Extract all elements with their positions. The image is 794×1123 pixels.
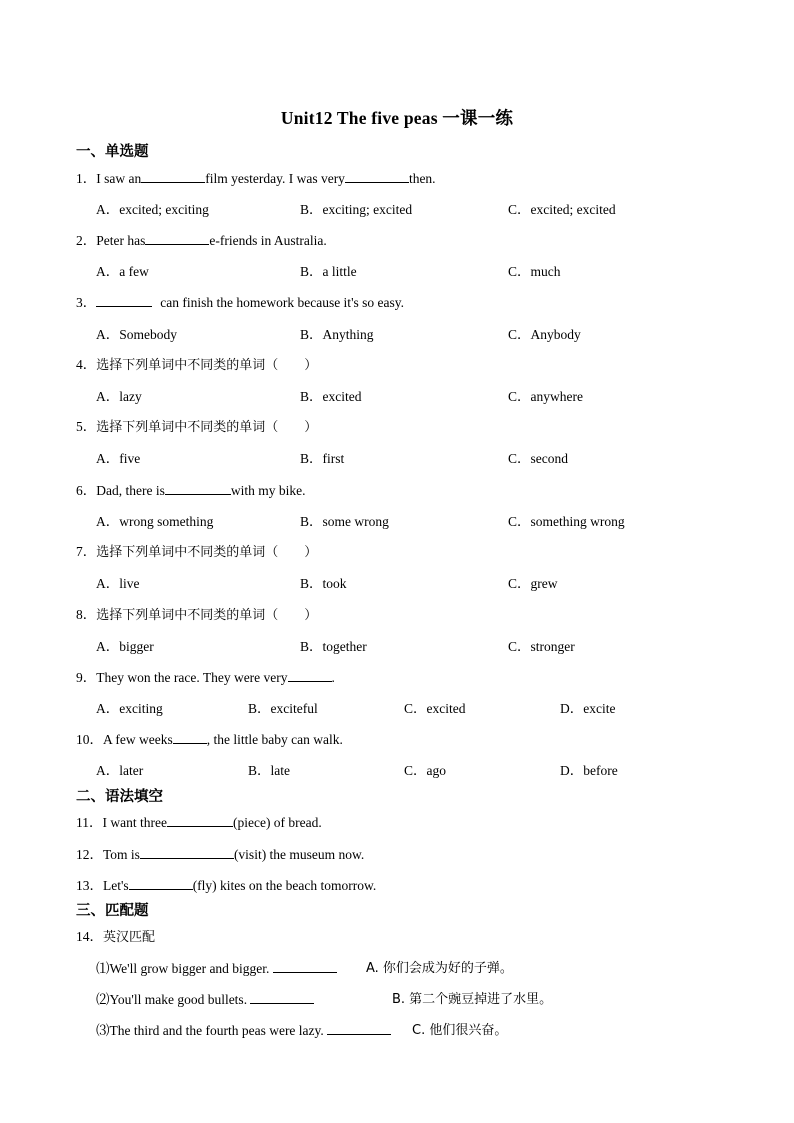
answer-blank: [327, 1022, 391, 1035]
match-item-2: ⑵You'll make good bullets.: [96, 988, 314, 1008]
option-c: C．much: [508, 264, 561, 279]
answer-blank: [273, 960, 337, 973]
question-11: 11．I want three (piece) of bread.: [76, 815, 322, 830]
answer-blank: [345, 170, 409, 183]
match-option-a: A. 你们会成为好的子弹。: [366, 961, 513, 976]
question-7: 7．选择下列单词中不同类的单词（ ）: [76, 544, 318, 560]
question-4: 4．选择下列单词中不同类的单词（ ）: [76, 357, 318, 373]
option-c: C．stronger: [508, 639, 575, 654]
option-c: C．something wrong: [508, 514, 625, 529]
question-10: 10．A few weeks , the little baby can walk.: [76, 732, 343, 747]
question-12: 12．Tom is (visit) the museum now.: [76, 847, 365, 862]
option-a: A．live: [96, 576, 140, 591]
answer-blank: [288, 669, 332, 682]
option-d: D．before: [560, 763, 618, 778]
option-a: A．later: [96, 763, 144, 778]
answer-blank: [96, 294, 152, 307]
option-b: B．Anything: [300, 327, 374, 342]
question-14: 14．英汉匹配: [76, 929, 156, 945]
option-a: A．wrong something: [96, 514, 214, 529]
question-13: 13．Let's (fly) kites on the beach tomorrow.: [76, 878, 377, 893]
question-6: 6．Dad, there is with my bike.: [76, 483, 306, 498]
match-option-c: C. 他们很兴奋。: [412, 1023, 508, 1038]
question-2: 2．Peter has e-friends in Australia.: [76, 233, 327, 248]
answer-blank: [141, 170, 205, 183]
answer-blank: [129, 877, 193, 890]
option-a: A．Somebody: [96, 327, 177, 342]
section-heading-matching: 三、匹配题: [76, 903, 149, 919]
option-b: B．a little: [300, 264, 357, 279]
option-b: B．excited: [300, 389, 362, 404]
answer-blank: [173, 731, 207, 744]
option-a: A．lazy: [96, 389, 142, 404]
option-c: C．Anybody: [508, 327, 581, 342]
option-b: B．exciteful: [248, 701, 318, 716]
answer-blank: [140, 846, 234, 859]
question-1: 1．I saw an film yesterday. I was very then.: [76, 171, 436, 186]
page-title: Unit12 The five peas 一课一练: [280, 108, 514, 128]
option-c: C．ago: [404, 763, 446, 778]
option-b: B．late: [248, 763, 290, 778]
option-b: B．together: [300, 639, 367, 654]
option-a: A．excited; exciting: [96, 202, 209, 217]
question-9: 9．They won the race. They were very .: [76, 670, 335, 685]
match-item-1: ⑴We'll grow bigger and bigger.: [96, 957, 337, 977]
answer-blank: [165, 482, 231, 495]
option-b: B．took: [300, 576, 347, 591]
option-b: B．some wrong: [300, 514, 389, 529]
option-a: A．exciting: [96, 701, 163, 716]
match-item-3: ⑶The third and the fourth peas were lazy.: [96, 1019, 391, 1039]
option-d: D．excite: [560, 701, 616, 716]
option-b: B．exciting; excited: [300, 202, 413, 217]
option-c: C．second: [508, 451, 568, 466]
answer-blank: [167, 814, 233, 827]
section-heading-single-choice: 一、单选题: [76, 144, 149, 160]
option-a: A．bigger: [96, 639, 154, 654]
answer-blank: [250, 991, 314, 1004]
option-a: A．a few: [96, 264, 149, 279]
option-c: C．anywhere: [508, 389, 583, 404]
option-c: C．excited; excited: [508, 202, 616, 217]
section-heading-grammar-fill: 二、语法填空: [76, 789, 163, 805]
question-3: 3． can finish the homework because it's so easy.: [76, 295, 404, 310]
question-8: 8．选择下列单词中不同类的单词（ ）: [76, 607, 318, 623]
option-a: A．five: [96, 451, 141, 466]
option-b: B．first: [300, 451, 345, 466]
answer-blank: [145, 232, 209, 245]
match-option-b: B. 第二个豌豆掉进了水里。: [392, 992, 553, 1007]
question-5: 5．选择下列单词中不同类的单词（ ）: [76, 419, 318, 435]
option-c: C．excited: [404, 701, 466, 716]
option-c: C．grew: [508, 576, 558, 591]
